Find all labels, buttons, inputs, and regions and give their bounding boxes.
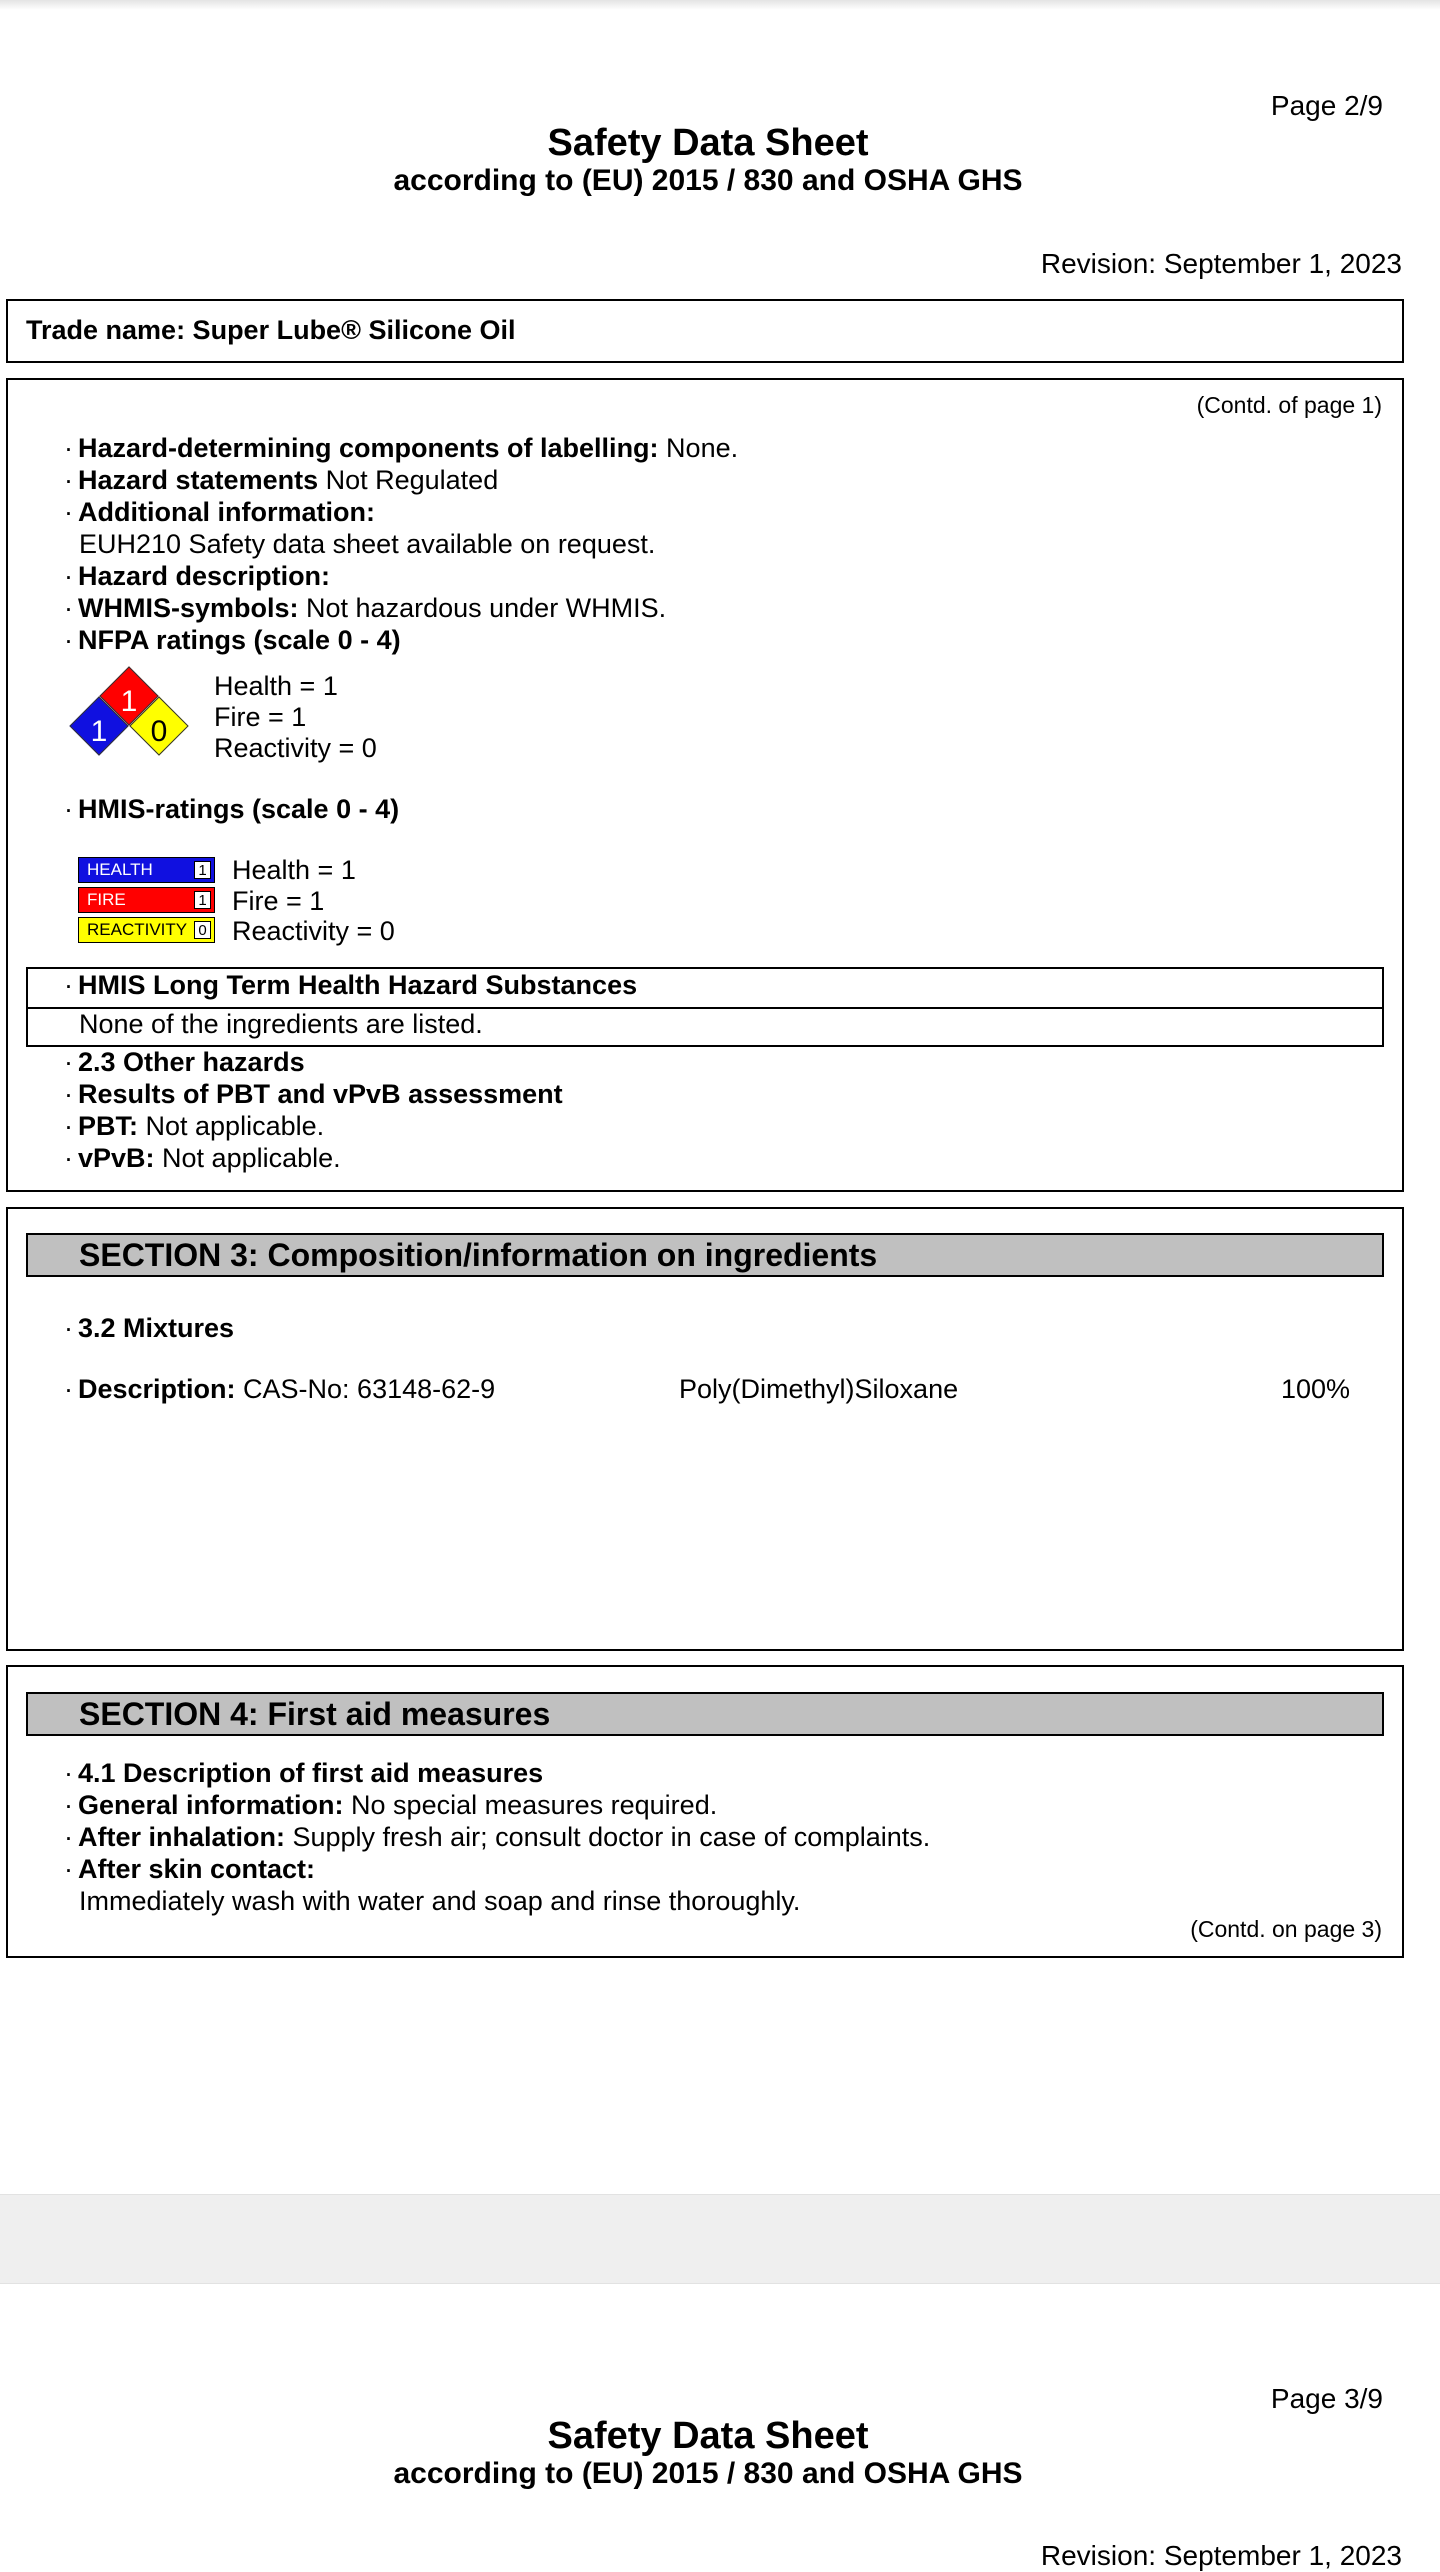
- hazard-components-line: · Hazard-determining components of labelling: None.: [64, 433, 739, 463]
- revision-date: Revision: September 1, 2023: [1040, 248, 1402, 279]
- nfpa-fire-value: 1: [120, 685, 138, 718]
- hmis-fire-bar: [78, 887, 215, 913]
- other-hazards-line: · 2.3 Other hazards: [64, 1047, 305, 1077]
- section-4-heading: SECTION 4: First aid measures: [26, 1692, 1384, 1736]
- nfpa-health-value: 1: [90, 715, 108, 748]
- mixtures-line: · 3.2 Mixtures: [64, 1313, 235, 1343]
- nfpa-reactivity-text: Reactivity = 0: [214, 733, 377, 763]
- inhalation-label: After inhalation:: [78, 1822, 285, 1852]
- skin-contact-label: After skin contact:: [78, 1854, 316, 1884]
- general-info-line: · General information: No special measures required.: [64, 1790, 718, 1820]
- description-label: Description:: [78, 1374, 236, 1404]
- hmis-label: HMIS-ratings (scale 0 - 4): [78, 794, 400, 824]
- hmis-long-term-label: HMIS Long Term Health Hazard Substances: [78, 970, 638, 1000]
- additional-info-line: · Additional information:: [64, 497, 375, 527]
- page-number: Page 2/9: [1270, 90, 1383, 121]
- nfpa-diamond-icon: [78, 673, 200, 763]
- hmis-health-tag: HEALTH: [87, 860, 153, 879]
- additional-info-value: EUH210 Safety data sheet available on request.: [79, 529, 656, 559]
- inhalation-line: · After inhalation: Supply fresh air; consult doctor in case of complaints.: [64, 1822, 931, 1852]
- hmis-health-value: 1: [194, 861, 211, 879]
- whmis-line: · WHMIS-symbols: Not hazardous under WHMIS.: [64, 593, 667, 623]
- first-aid-desc-label: 4.1 Description of first aid measures: [78, 1758, 544, 1788]
- section-3-heading: SECTION 3: Composition/information on ingredients: [26, 1233, 1384, 1277]
- document-title: Safety Data Sheet: [547, 122, 869, 164]
- vpvb-line: · vPvB: Not applicable.: [64, 1143, 341, 1173]
- vpvb-value: Not applicable.: [154, 1143, 341, 1173]
- nfpa-fire-text: Fire = 1: [214, 702, 307, 732]
- whmis-value: Not hazardous under WHMIS.: [298, 593, 667, 623]
- hazard-description-label: Hazard description:: [78, 561, 331, 591]
- hazard-statements-line: · Hazard statements Not Regulated: [64, 465, 499, 495]
- substance-percent: 100%: [1281, 1374, 1351, 1404]
- skin-contact-line: · After skin contact:: [64, 1854, 316, 1884]
- hmis-fire-tag: FIRE: [87, 890, 126, 909]
- pbt-results-line: · Results of PBT and vPvB assessment: [64, 1079, 563, 1109]
- other-hazards-label: 2.3 Other hazards: [78, 1047, 305, 1077]
- pbt-results-label: Results of PBT and vPvB assessment: [78, 1079, 563, 1109]
- hmis-reactivity-text: Reactivity = 0: [232, 916, 395, 946]
- nfpa-reactivity-value: 0: [150, 715, 168, 748]
- contd-on-page: (Contd. on page 3): [1190, 1916, 1382, 1942]
- hmis-long-term-line: · HMIS Long Term Health Hazard Substances: [64, 970, 638, 1000]
- general-info-value: No special measures required.: [343, 1790, 718, 1820]
- page-separator: [0, 2194, 1440, 2284]
- contd-of-page: (Contd. of page 1): [1196, 392, 1382, 418]
- mixtures-label: 3.2 Mixtures: [78, 1313, 235, 1343]
- inhalation-value: Supply fresh air; consult doctor in case of complaints.: [285, 1822, 931, 1852]
- first-aid-desc-line: · 4.1 Description of first aid measures: [64, 1758, 544, 1788]
- hazard-statements-value: Not Regulated: [318, 465, 499, 495]
- substance-name: Poly(Dimethyl)Siloxane: [679, 1374, 959, 1404]
- hmis-line: · HMIS-ratings (scale 0 - 4): [64, 794, 400, 824]
- page-3-title: Safety Data Sheet: [547, 2415, 869, 2457]
- hazard-statements-label: Hazard statements: [78, 465, 319, 495]
- hazard-components-label: Hazard-determining components of labelling:: [78, 433, 659, 463]
- hmis-long-term-value: None of the ingredients are listed.: [79, 1009, 483, 1039]
- hazard-components-value: None.: [658, 433, 739, 463]
- page-3-number: Page 3/9: [1270, 2383, 1383, 2414]
- hmis-reactivity-tag: REACTIVITY: [87, 920, 188, 939]
- general-info-label: General information:: [78, 1790, 344, 1820]
- nfpa-label: NFPA ratings (scale 0 - 4): [78, 625, 401, 655]
- skin-contact-value: Immediately wash with water and soap and rinse thoroughly.: [79, 1886, 801, 1916]
- top-shadow: [0, 0, 1440, 10]
- additional-info-label: Additional information:: [78, 497, 375, 527]
- hmis-reactivity-value: 0: [194, 921, 211, 939]
- page-3-revision: Revision: September 1, 2023: [1040, 2540, 1402, 2571]
- page-3-subtitle: according to (EU) 2015 / 830 and OSHA GHS: [393, 2457, 1023, 2490]
- pbt-line: · PBT: Not applicable.: [64, 1111, 325, 1141]
- nfpa-line: · NFPA ratings (scale 0 - 4): [64, 625, 401, 655]
- hmis-fire-text: Fire = 1: [232, 886, 325, 916]
- pbt-label: PBT:: [78, 1111, 138, 1141]
- hmis-fire-value: 1: [194, 891, 211, 909]
- nfpa-health-text: Health = 1: [214, 671, 338, 701]
- hazard-description-line: · Hazard description:: [64, 561, 331, 591]
- whmis-label: WHMIS-symbols:: [78, 593, 299, 623]
- hmis-health-text: Health = 1: [232, 855, 356, 885]
- document-subtitle: according to (EU) 2015 / 830 and OSHA GHS: [393, 164, 1023, 197]
- trade-name: Trade name: Super Lube® Silicone Oil: [26, 315, 516, 345]
- pbt-value: Not applicable.: [138, 1111, 325, 1141]
- vpvb-label: vPvB:: [78, 1143, 155, 1173]
- hmis-health-bar: [78, 857, 215, 883]
- cas-number: CAS-No: 63148-62-9: [235, 1374, 496, 1404]
- hmis-reactivity-bar: [78, 917, 215, 943]
- composition-description-line: · Description: CAS-No: 63148-62-9: [64, 1374, 496, 1404]
